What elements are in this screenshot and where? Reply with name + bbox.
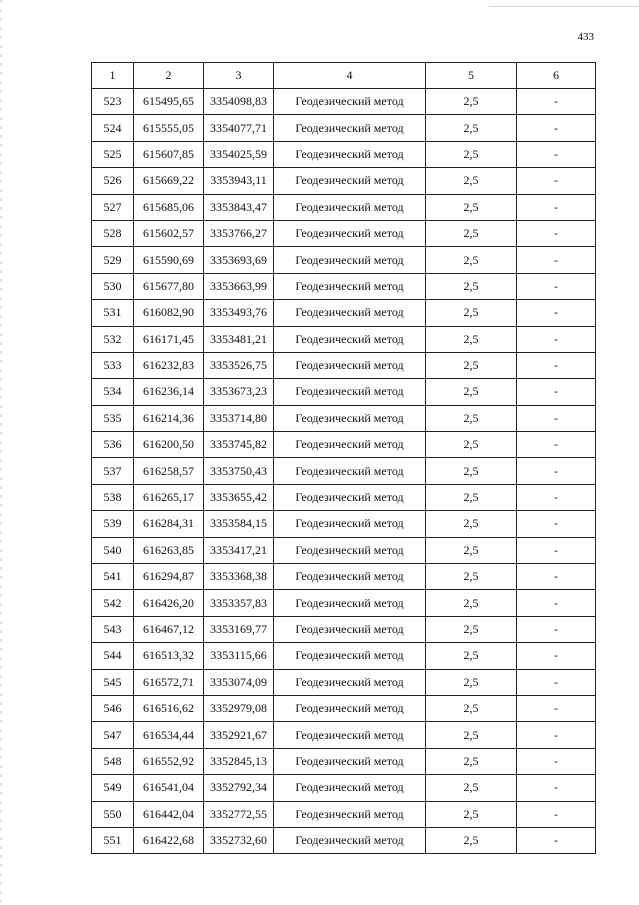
table-row [92,775,596,801]
method-cell: Геодезический метод [274,141,426,167]
table-row [92,115,596,141]
y-coordinate-cell: 3353526,75 [204,352,274,378]
table-row [92,458,596,484]
accuracy-cell: 2,5 [426,511,517,537]
method-cell: Геодезический метод [274,695,426,721]
y-coordinate-cell: 3353417,21 [204,537,274,563]
accuracy-cell: 2,5 [426,484,517,510]
point-number-cell: 551 [92,827,134,853]
x-coordinate-cell: 615602,57 [134,220,204,246]
x-coordinate-cell: 615677,80 [134,273,204,299]
accuracy-cell: 2,5 [426,669,517,695]
y-coordinate-cell: 3353357,83 [204,590,274,616]
note-cell: - [517,748,596,774]
table-row [92,273,596,299]
point-number-cell: 532 [92,326,134,352]
table-row [92,247,596,273]
method-cell: Геодезический метод [274,115,426,141]
x-coordinate-cell: 616284,31 [134,511,204,537]
accuracy-cell: 2,5 [426,722,517,748]
table-body [92,89,596,854]
note-cell: - [517,89,596,115]
table-row [92,89,596,115]
y-coordinate-cell: 3353481,21 [204,326,274,352]
note-cell: - [517,616,596,642]
point-number-cell: 539 [92,511,134,537]
table-row [92,432,596,458]
point-number-cell: 528 [92,220,134,246]
x-coordinate-cell: 616171,45 [134,326,204,352]
note-cell: - [517,590,596,616]
x-coordinate-cell: 616232,83 [134,352,204,378]
method-cell: Геодезический метод [274,484,426,510]
x-coordinate-cell: 616552,92 [134,748,204,774]
point-number-cell: 537 [92,458,134,484]
x-coordinate-cell: 615607,85 [134,141,204,167]
note-cell: - [517,326,596,352]
accuracy-cell: 2,5 [426,827,517,853]
y-coordinate-cell: 3353714,80 [204,405,274,431]
table-row [92,511,596,537]
method-cell: Геодезический метод [274,89,426,115]
y-coordinate-cell: 3353115,66 [204,643,274,669]
method-cell: Геодезический метод [274,405,426,431]
x-coordinate-cell: 616516,62 [134,695,204,721]
note-cell: - [517,669,596,695]
y-coordinate-cell: 3354077,71 [204,115,274,141]
method-cell: Геодезический метод [274,352,426,378]
y-coordinate-cell: 3353493,76 [204,300,274,326]
header-cell-2: 2 [134,63,204,89]
accuracy-cell: 2,5 [426,89,517,115]
note-cell: - [517,643,596,669]
note-cell: - [517,405,596,431]
header-cell-6: 6 [517,63,596,89]
y-coordinate-cell: 3353943,11 [204,168,274,194]
table-row [92,695,596,721]
header-cell-5: 5 [426,63,517,89]
method-cell: Геодезический метод [274,511,426,537]
point-number-cell: 541 [92,564,134,590]
point-number-cell: 523 [92,89,134,115]
accuracy-cell: 2,5 [426,326,517,352]
table-row [92,405,596,431]
point-number-cell: 540 [92,537,134,563]
y-coordinate-cell: 3353074,09 [204,669,274,695]
x-coordinate-cell: 615685,06 [134,194,204,220]
point-number-cell: 529 [92,247,134,273]
method-cell: Геодезический метод [274,643,426,669]
point-number-cell: 530 [92,273,134,299]
y-coordinate-cell: 3353693,69 [204,247,274,273]
method-cell: Геодезический метод [274,300,426,326]
note-cell: - [517,537,596,563]
accuracy-cell: 2,5 [426,643,517,669]
accuracy-cell: 2,5 [426,695,517,721]
table-row [92,379,596,405]
y-coordinate-cell: 3354025,59 [204,141,274,167]
y-coordinate-cell: 3353368,38 [204,564,274,590]
accuracy-cell: 2,5 [426,458,517,484]
table-row [92,300,596,326]
method-cell: Геодезический метод [274,168,426,194]
method-cell: Геодезический метод [274,432,426,458]
scan-edge-mark [0,0,2,905]
accuracy-cell: 2,5 [426,748,517,774]
point-number-cell: 531 [92,300,134,326]
x-coordinate-cell: 615495,65 [134,89,204,115]
note-cell: - [517,458,596,484]
note-cell: - [517,775,596,801]
table-row [92,141,596,167]
accuracy-cell: 2,5 [426,168,517,194]
accuracy-cell: 2,5 [426,273,517,299]
x-coordinate-cell: 616534,44 [134,722,204,748]
x-coordinate-cell: 616513,32 [134,643,204,669]
accuracy-cell: 2,5 [426,194,517,220]
x-coordinate-cell: 615555,05 [134,115,204,141]
method-cell: Геодезический метод [274,220,426,246]
note-cell: - [517,511,596,537]
method-cell: Геодезический метод [274,616,426,642]
x-coordinate-cell: 616214,36 [134,405,204,431]
point-number-cell: 547 [92,722,134,748]
method-cell: Геодезический метод [274,590,426,616]
method-cell: Геодезический метод [274,379,426,405]
method-cell: Геодезический метод [274,273,426,299]
coordinates-table [91,62,596,854]
header-cell-1: 1 [92,63,134,89]
table-row [92,748,596,774]
point-number-cell: 544 [92,643,134,669]
method-cell: Геодезический метод [274,458,426,484]
method-cell: Геодезический метод [274,748,426,774]
x-coordinate-cell: 615590,69 [134,247,204,273]
y-coordinate-cell: 3352979,08 [204,695,274,721]
note-cell: - [517,247,596,273]
accuracy-cell: 2,5 [426,115,517,141]
note-cell: - [517,115,596,141]
y-coordinate-cell: 3353673,23 [204,379,274,405]
accuracy-cell: 2,5 [426,220,517,246]
method-cell: Геодезический метод [274,537,426,563]
table-row [92,590,596,616]
x-coordinate-cell: 616541,04 [134,775,204,801]
point-number-cell: 549 [92,775,134,801]
note-cell: - [517,564,596,590]
page-number: 433 [577,31,594,43]
x-coordinate-cell: 616263,85 [134,537,204,563]
point-number-cell: 545 [92,669,134,695]
note-cell: - [517,352,596,378]
x-coordinate-cell: 616258,57 [134,458,204,484]
point-number-cell: 525 [92,141,134,167]
table-row [92,722,596,748]
point-number-cell: 535 [92,405,134,431]
table-row [92,616,596,642]
table-row [92,484,596,510]
table-row [92,669,596,695]
y-coordinate-cell: 3352792,34 [204,775,274,801]
y-coordinate-cell: 3353584,15 [204,511,274,537]
method-cell: Геодезический метод [274,326,426,352]
accuracy-cell: 2,5 [426,537,517,563]
x-coordinate-cell: 616265,17 [134,484,204,510]
x-coordinate-cell: 616294,87 [134,564,204,590]
table-row [92,194,596,220]
x-coordinate-cell: 616082,90 [134,300,204,326]
point-number-cell: 546 [92,695,134,721]
method-cell: Геодезический метод [274,669,426,695]
accuracy-cell: 2,5 [426,564,517,590]
method-cell: Геодезический метод [274,564,426,590]
x-coordinate-cell: 616422,68 [134,827,204,853]
y-coordinate-cell: 3352845,13 [204,748,274,774]
accuracy-cell: 2,5 [426,405,517,431]
header-cell-3: 3 [204,63,274,89]
accuracy-cell: 2,5 [426,247,517,273]
accuracy-cell: 2,5 [426,352,517,378]
note-cell: - [517,379,596,405]
x-coordinate-cell: 616200,50 [134,432,204,458]
accuracy-cell: 2,5 [426,616,517,642]
point-number-cell: 548 [92,748,134,774]
table-row [92,168,596,194]
x-coordinate-cell: 616442,04 [134,801,204,827]
point-number-cell: 534 [92,379,134,405]
y-coordinate-cell: 3353843,47 [204,194,274,220]
y-coordinate-cell: 3352772,55 [204,801,274,827]
note-cell: - [517,141,596,167]
note-cell: - [517,801,596,827]
scan-top-mark [489,6,639,7]
accuracy-cell: 2,5 [426,379,517,405]
table-row [92,326,596,352]
method-cell: Геодезический метод [274,801,426,827]
note-cell: - [517,432,596,458]
note-cell: - [517,168,596,194]
x-coordinate-cell: 616467,12 [134,616,204,642]
point-number-cell: 538 [92,484,134,510]
point-number-cell: 542 [92,590,134,616]
y-coordinate-cell: 3353745,82 [204,432,274,458]
table-row [92,801,596,827]
note-cell: - [517,484,596,510]
y-coordinate-cell: 3353750,43 [204,458,274,484]
method-cell: Геодезический метод [274,247,426,273]
note-cell: - [517,722,596,748]
x-coordinate-cell: 615669,22 [134,168,204,194]
y-coordinate-cell: 3354098,83 [204,89,274,115]
point-number-cell: 526 [92,168,134,194]
method-cell: Геодезический метод [274,827,426,853]
y-coordinate-cell: 3353169,77 [204,616,274,642]
table-row [92,352,596,378]
note-cell: - [517,695,596,721]
point-number-cell: 543 [92,616,134,642]
point-number-cell: 550 [92,801,134,827]
method-cell: Геодезический метод [274,194,426,220]
y-coordinate-cell: 3352732,60 [204,827,274,853]
accuracy-cell: 2,5 [426,775,517,801]
note-cell: - [517,827,596,853]
accuracy-cell: 2,5 [426,141,517,167]
y-coordinate-cell: 3353655,42 [204,484,274,510]
table-row [92,827,596,853]
x-coordinate-cell: 616236,14 [134,379,204,405]
table-row [92,564,596,590]
method-cell: Геодезический метод [274,775,426,801]
accuracy-cell: 2,5 [426,432,517,458]
accuracy-cell: 2,5 [426,300,517,326]
table-header-row [92,63,596,89]
y-coordinate-cell: 3352921,67 [204,722,274,748]
note-cell: - [517,300,596,326]
y-coordinate-cell: 3353766,27 [204,220,274,246]
table-row [92,537,596,563]
accuracy-cell: 2,5 [426,801,517,827]
accuracy-cell: 2,5 [426,590,517,616]
method-cell: Геодезический метод [274,722,426,748]
point-number-cell: 533 [92,352,134,378]
x-coordinate-cell: 616572,71 [134,669,204,695]
x-coordinate-cell: 616426,20 [134,590,204,616]
note-cell: - [517,273,596,299]
note-cell: - [517,220,596,246]
y-coordinate-cell: 3353663,99 [204,273,274,299]
note-cell: - [517,194,596,220]
table-row [92,643,596,669]
point-number-cell: 524 [92,115,134,141]
header-cell-4: 4 [274,63,426,89]
point-number-cell: 536 [92,432,134,458]
table-row [92,220,596,246]
point-number-cell: 527 [92,194,134,220]
